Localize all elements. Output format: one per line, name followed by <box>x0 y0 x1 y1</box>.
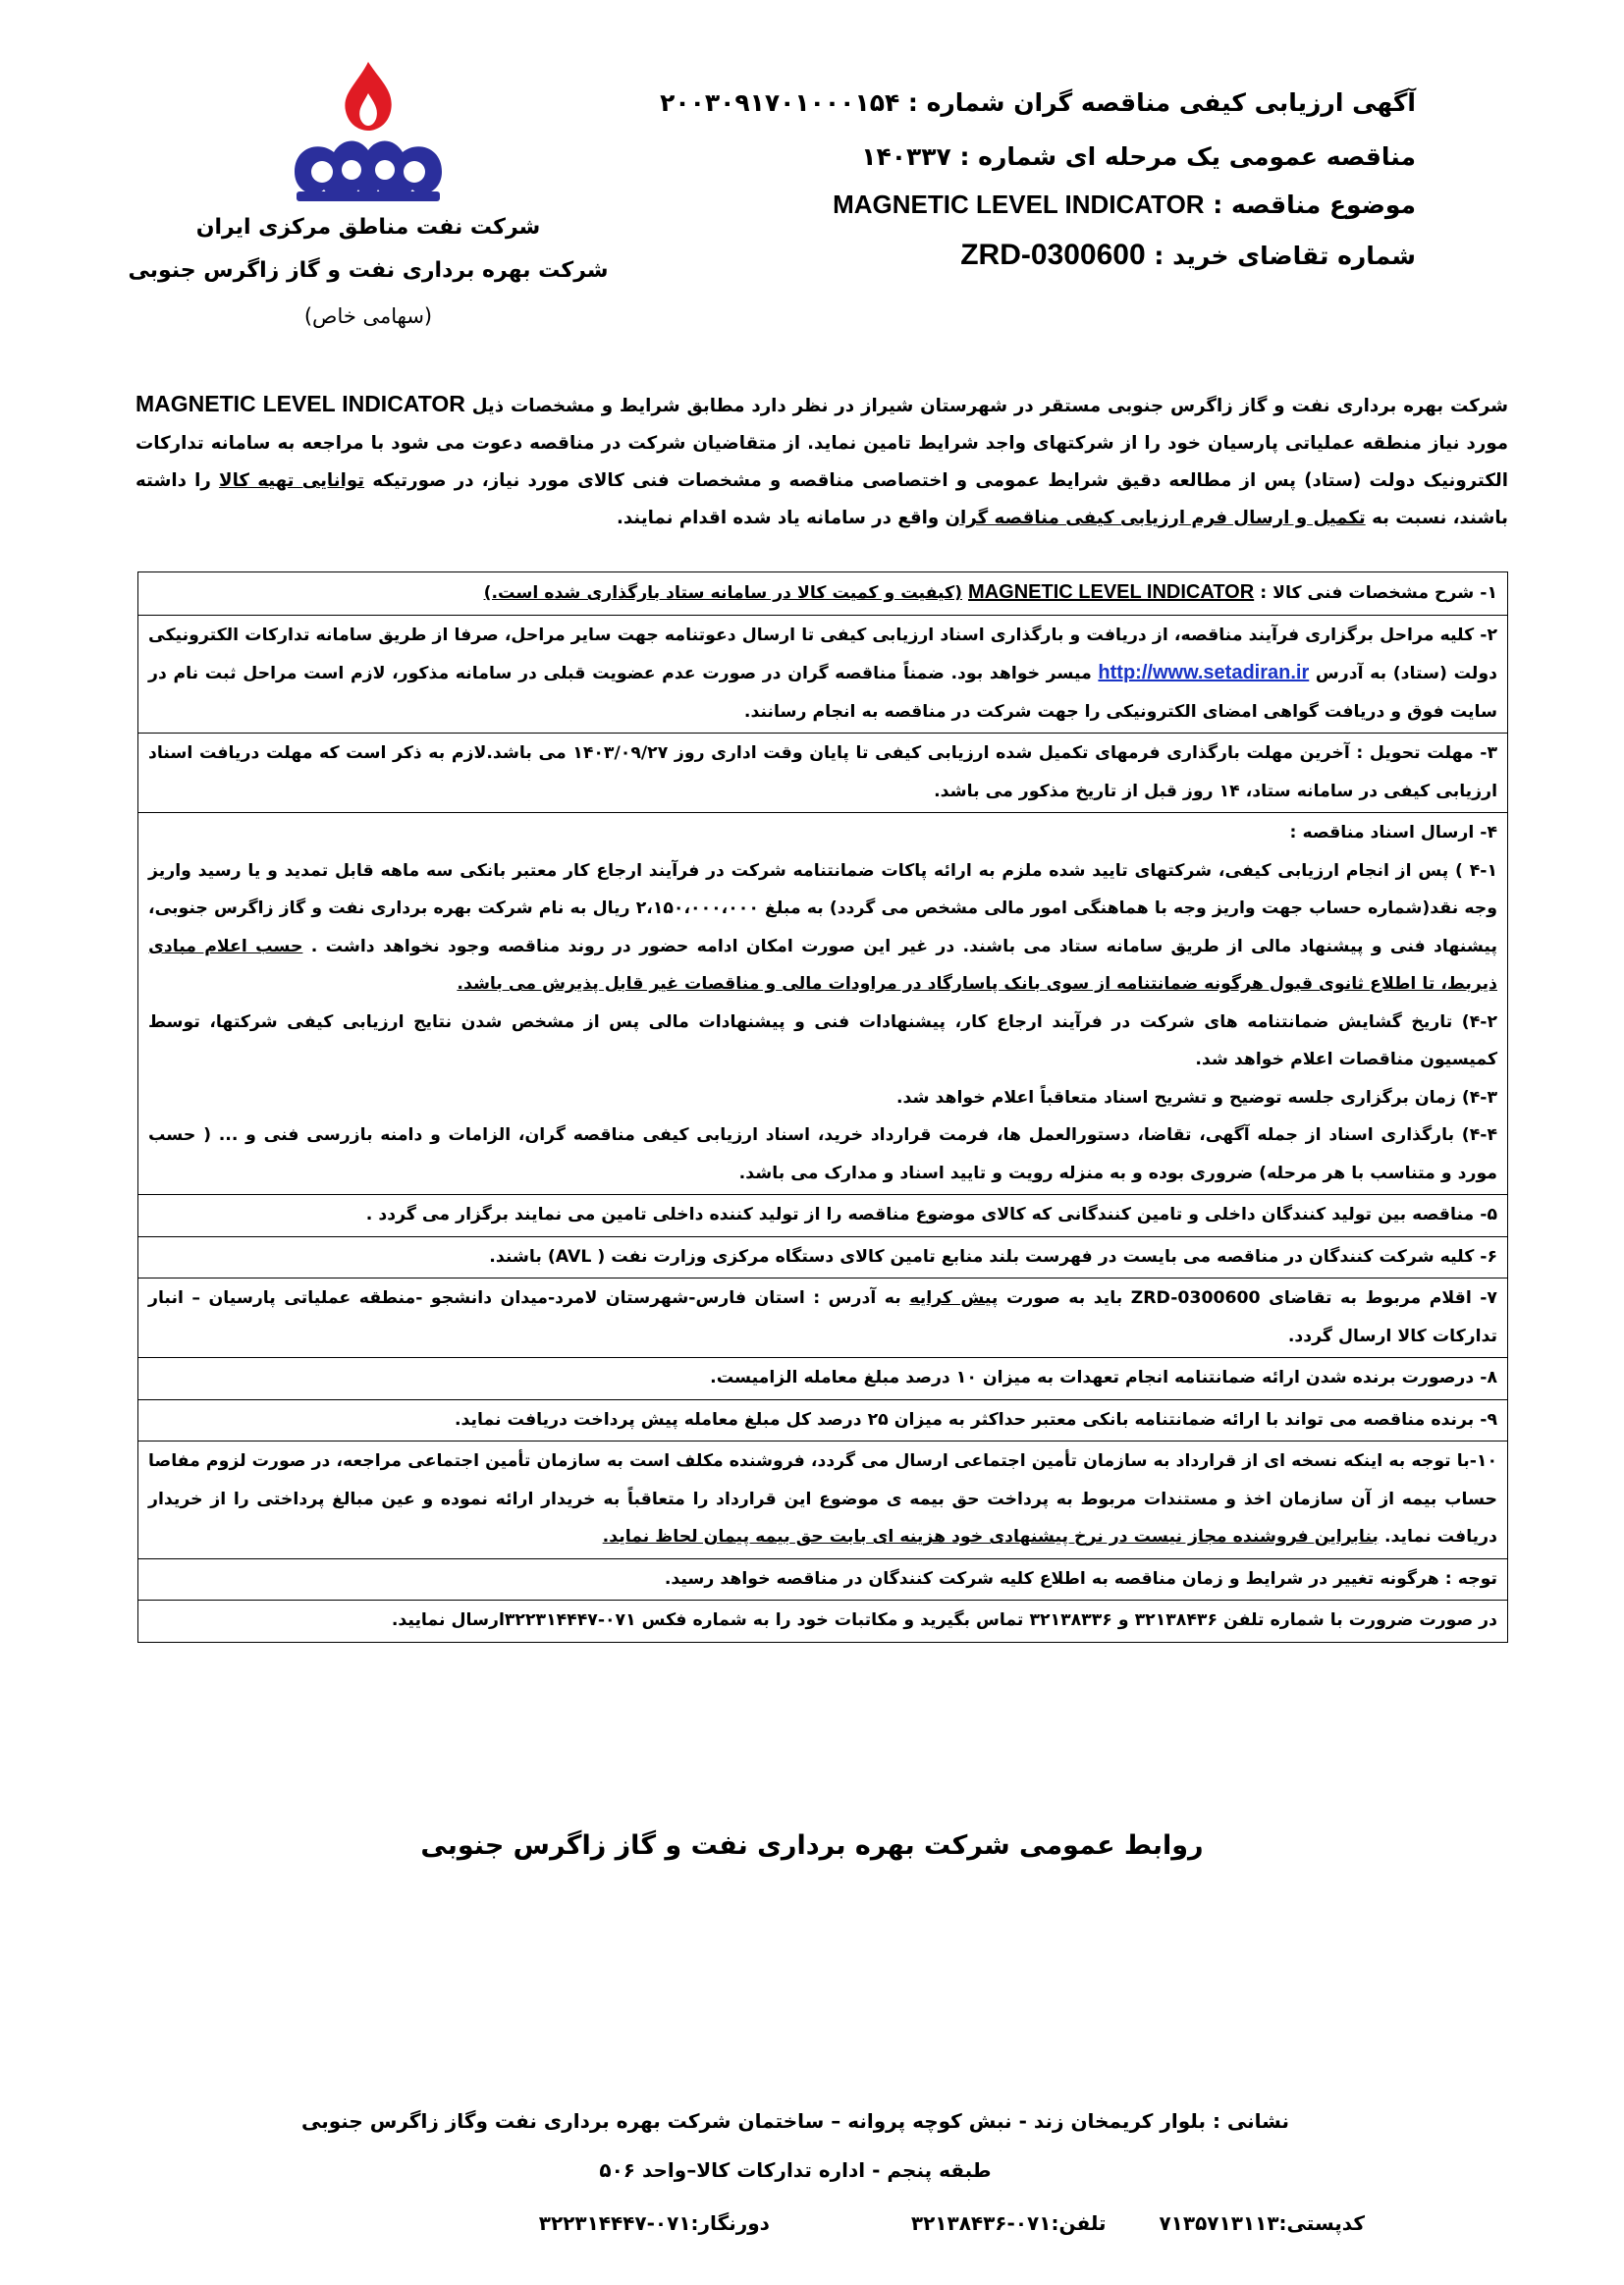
intro-text-1: شرکت بهره برداری نفت و گاز زاگرس جنوبی مستقر در شهرستان شیراز در نظر دارد مطابق شرایط و مشخصات ذیل <box>471 396 1508 416</box>
condition-row-8 <box>138 1358 1507 1400</box>
address-line-1: نشانی : بلوار کریمخان زند - نبش کوچه پروانه – ساختمان شرکت بهره برداری نفت وگاز زاگرس جنوبی <box>300 2109 1290 2133</box>
condition-7-text-b: به آدرس : استان فارس-شهرستان لامرد-میدان دانشجو -منطقه عملیاتی پارسیان – انبار تدارکات کالا ارسال گردد. <box>148 1288 1497 1346</box>
niocc-logo-icon <box>275 54 461 216</box>
org-name-company: شرکت بهره برداری نفت و گاز زاگرس جنوبی <box>128 258 609 283</box>
intro-item-name: MAGNETIC LEVEL INDICATOR <box>135 391 465 416</box>
intro-underline-2: تکمیل و ارسال فرم ارزیابی کیفی مناقصه گران <box>945 508 1366 528</box>
condition-10-underline: بنابراین فروشنده مجاز نیست در نرخ پیشنهادی خود هزینه ای بابت حق بیمه پیمان لحاظ نماید. <box>602 1527 1379 1547</box>
tender-subject-value: MAGNETIC LEVEL INDICATOR <box>833 190 1205 219</box>
condition-row-3 <box>138 734 1507 813</box>
condition-6-text: ۶- کلیه شرکت کنندگان در مناقصه می بایست در فهرست بلند منابع تامین کالای دستگاه مرکزی وزارت نفت ( AVL) باشند. <box>489 1246 1497 1267</box>
postal-code: کدپستی:۷۱۳۵۷۱۳۱۱۳ <box>1159 2211 1365 2235</box>
condition-10-text: ۱۰-با توجه به اینکه نسخه ای از قرارداد به سازمان تأمین اجتماعی ارسال می گردد، فروشنده مکلف است به سازمان تأمین اجتماعی مراجعه، در صورت لزوم مفاصا حساب بیمه از آن سازمان اخذ و مستندات مربوط به پرداخت حق بیمه ی موضوع این قرارداد را متعاقباً به خریدار ارائه نموده و عین مبالغ پرداختی را از خریدار دریافت نماید. <box>148 1451 1497 1547</box>
contact-text: در صورت ضرورت با شماره تلفن ۳۲۱۳۸۴۳۶ و ۳۲۱۳۸۳۳۶ تماس بگیرید و مکاتبات خود را به شماره فکس ۰۷۱-۳۲۲۳۱۴۴۴۷ارسال نمایید. <box>391 1610 1497 1630</box>
condition-4-4: ۴-۴) بارگذاری اسناد از جمله آگهی، تقاضا، دستورالعمل ها، فرمت قرارداد خرید، اسناد ارزیابی کیفی مناقصه گران، الزامات و دامنه بازرسی فنی و ... ( حسب مورد و متناسب با هر مرحله) ضروری بوده و به منزله رویت و تایید اسناد و مدارک می باشد. <box>148 1125 1497 1183</box>
condition-row-2 <box>138 616 1507 734</box>
condition-1-label: ۱- شرح مشخصات فنی کالا : <box>1254 583 1497 603</box>
condition-row-6 <box>138 1237 1507 1279</box>
public-relations-signature: روابط عمومی شرکت بهره برداری نفت و گاز زاگرس جنوبی <box>420 1830 1204 1861</box>
condition-4-1 <box>148 852 1497 1004</box>
tender-number: مناقصه عمومی یک مرحله ای شماره : ۱۴۰۳۳۷ <box>861 142 1416 171</box>
tender-subject-label: موضوع مناقصه : <box>1204 190 1416 219</box>
condition-2-text-b: میسر خواهد بود. ضمناً مناقصه گران در صورت عدم عضویت قبلی در سامانه مذکور، لازم است مراحل ثبت نام در سایت فوق و دریافت گواهی امضای الکترونیکی را جهت شرکت در مناقصه به انجام رسانند. <box>148 664 1497 722</box>
address-line-2: طبقه پنجم - اداره تدارکات کالا–واحد ۵۰۶ <box>599 2158 992 2182</box>
condition-4-1-underline: حسب اعلام مبادی ذیربط، تا اطلاع ثانوی قبول هرگونه ضمانتنامه از سوی بانک پاسارگاد در مراودات مالی و مناقصات غیر قابل پذیرش می باشد. <box>148 936 1497 994</box>
phone-number: تلفن:۰۷۱-۳۲۱۳۸۴۳۶ <box>910 2211 1107 2235</box>
condition-row-7 <box>138 1279 1507 1358</box>
condition-1-note: (کیفیت و کمیت کالا در سامانه ستاد بارگذاری شده است.) <box>483 583 963 603</box>
condition-9-text: ۹- برنده مناقصه می تواند با ارائه ضمانتنامه بانکی معتبر حداکثر به میزان ۲۵ درصد کل مبلغ معامله پیش پرداخت دریافت نماید. <box>454 1409 1497 1430</box>
intro-text-4: واقع در سامانه یاد شده اقدام نمایند. <box>616 508 940 528</box>
condition-4-3: ۴-۳) زمان برگزاری جلسه توضیح و تشریح اسناد متعاقباً اعلام خواهد شد. <box>895 1087 1497 1108</box>
condition-3-text: ۳- مهلت تحویل : آخرین مهلت بارگذاری فرمهای تکمیل شده ارزیابی کیفی تا پایان وقت اداری روز ۱۴۰۳/۰۹/۲۷ می باشد.لازم به ذکر است که مهلت دریافت اسناد ارزیابی کیفی در سامانه ستاد، ۱۴ روز قبل از تاریخ مذکور می باشد. <box>148 743 1498 801</box>
announcement-number: آگهی ارزیابی کیفی مناقصه گران شماره : ۲۰۰۳۰۹۱۷۰۱۰۰۰۱۵۴ <box>660 88 1416 117</box>
setadiran-link[interactable]: http://www.setadiran.ir <box>1098 662 1310 683</box>
condition-row-10 <box>138 1442 1507 1559</box>
condition-8-text: ۸- درصورت برنده شدن ارائه ضمانتنامه انجام تعهدات به میزان ۱۰ درصد مبلغ معامله الزامیست. <box>710 1368 1497 1387</box>
condition-1-item: MAGNETIC LEVEL INDICATOR <box>968 581 1255 603</box>
condition-row-1 <box>138 572 1507 616</box>
condition-row-5 <box>138 1195 1507 1237</box>
condition-4-1-text: ۴-۱ ) پس از انجام ارزیابی کیفی، شرکتهای تایید شده ملزم به ارائه پاکات ضمانتنامه شرکت در فرآیند ارجاع کار معتبر بانکی سه ماهه قابل تمدید و یا رسید واریز وجه نقد(شماره حساب جهت واریز وجه با هماهنگی امور مالی مشخص می گردد) به مبلغ ۲،۱۵۰،۰۰۰،۰۰۰ ریال به نام شرکت بهره برداری نفت و گاز زاگرس جنوبی، پیشنهاد فنی و پیشنهاد مالی از طریق سامانه ستاد می باشند. در غیر این صورت امکان ادامه حضور در روند مناقصه وجود نخواهد داشت . <box>148 860 1497 956</box>
intro-paragraph <box>135 385 1508 537</box>
purchase-request-number <box>960 236 1416 276</box>
condition-7-text-a: ۷- اقلام مربوط به تقاضای ZRD-0300600 باید به صورت <box>1005 1288 1497 1308</box>
condition-row-4 <box>138 813 1507 1195</box>
condition-4-title: ۴- ارسال اسناد مناقصه : <box>1289 823 1497 843</box>
intro-text-2: مورد نیاز منطقه عملیاتی پارسیان خود را از شرکتهای واجد شرایط تامین نماید. از متقاضیان شرکت در مناقصه دعوت می شود با مراجعه به سامانه تدارکات الکترونیک دولت (ستاد) پس از مطالعه دقیق شرایط عمومی و اختصاصی مناقصه و مشخصات فنی کالای مورد نیاز، در صورتیکه <box>135 433 1509 491</box>
contact-row <box>138 1601 1507 1642</box>
condition-4-2: ۴-۲) تاریخ گشایش ضمانتنامه های شرکت در فرآیند ارجاع کار، پیشنهادات فنی و پیشنهادات مالی پس از مشخص شدن نتایج ارزیابی کیفی شرکتها، توسط کمیسیون مناقصات اعلام خواهد شد. <box>148 1011 1497 1069</box>
purchase-request-label: شماره تقاضای خرید : <box>1145 242 1416 270</box>
condition-7-underline: پیش کرایه <box>909 1288 999 1308</box>
conditions-table <box>137 571 1508 1643</box>
intro-text-3: را داشته باشند، نسبت به <box>135 470 1508 528</box>
condition-2-text-a: ۲- کلیه مراحل برگزاری فرآیند مناقصه، از دریافت و بارگذاری اسناد ارزیابی کیفی تا ارسال دعوتنامه جهت سایر مراحل، صرفا از طریق سامانه تدارکات الکترونیکی دولت (ستاد) به آدرس <box>148 625 1497 683</box>
condition-row-9 <box>138 1400 1507 1442</box>
intro-underline-1: توانایی تهیه کالا <box>219 470 365 491</box>
condition-5-text: ۵- مناقصه بین تولید کنندگان داخلی و تامین کنندگانی که کالای موضوع مناقصه را از تولید کننده داخلی تامین می نمایند برگزار می گردد . <box>365 1205 1497 1224</box>
note-row <box>138 1559 1507 1602</box>
org-name-parent: شرکت نفت مناطق مرکزی ایران <box>195 215 541 240</box>
contact-footer <box>422 2203 1365 2243</box>
fax-number: دورنگار:۰۷۱-۳۲۲۳۱۴۴۴۷ <box>538 2211 770 2235</box>
note-text: توجه : هرگونه تغییر در شرایط و زمان مناقصه به اطلاع کلیه شرکت کنندگان در مناقصه خواهد رسید. <box>664 1568 1497 1589</box>
purchase-request-value: ZRD-0300600 <box>960 239 1146 271</box>
tender-subject <box>833 185 1416 225</box>
org-legal-type: (سهامی خاص) <box>303 304 433 328</box>
